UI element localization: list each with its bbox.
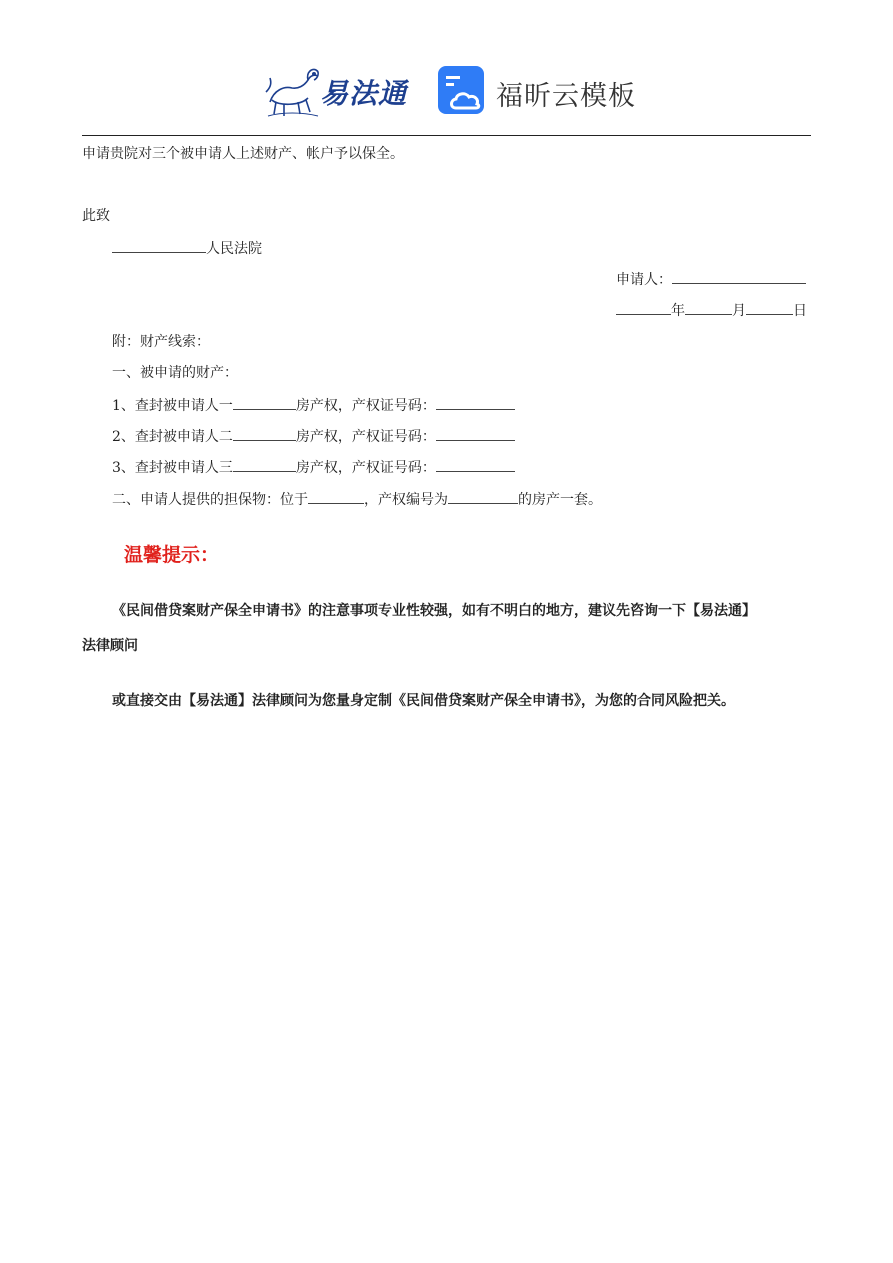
item-mid: 房产权，产权证号码： [295,398,436,414]
court-suffix: 人民法院 [206,241,262,257]
item-blank [233,457,296,472]
location-blank [308,489,364,504]
applicant-blank [672,269,806,284]
list-item [112,457,515,478]
intro-text: 申请贵院对三个被申请人上述财产、帐户予以保全。 [82,146,404,162]
brand-foxit: 福昕云模板 [496,81,636,112]
qilin-icon [262,62,322,120]
item-blank [233,426,296,441]
tips-paragraph-1-line-2: 法律顾问 [82,638,138,654]
item-prefix: 2、查封被申请人二 [112,429,233,445]
date-month: 月 [732,303,746,319]
tips-paragraph-1-line-1: 《民间借贷案财产保全申请书》的注意事项专业性较强，如有不明白的地方，建议先咨询一下【易法通】 [112,603,756,619]
item-certificate-blank [436,426,515,441]
item-certificate-blank [436,395,515,410]
tips-paragraph-2: 或直接交由【易法通】法律顾问为您量身定制《民间借贷案财产保全申请书》，为您的合同风险把关。 [112,693,735,709]
item-blank [233,395,296,410]
page-header [0,60,893,122]
item-mid: 房产权，产权证号码： [295,460,436,476]
applicant-label: 申请人： [616,272,672,288]
date-year: 年 [671,303,685,319]
item-prefix: 3、查封被申请人三 [112,460,233,476]
section2-mid: ，产权编号为 [364,492,448,508]
brand-yifatong: 易法通 [320,77,408,110]
attachment-label: 附：财产线索： [112,334,210,350]
section2-prefix: 二、申请人提供的担保物：位于 [112,492,308,508]
yifatong-logo [262,62,412,120]
date-line [616,300,807,321]
list-item [112,426,515,447]
cloud-doc-icon [436,64,488,116]
section2-suffix: 的房产一套。 [518,492,602,508]
section2-line [112,489,602,510]
foxit-template-logo [436,64,646,120]
month-blank [685,300,732,315]
date-day: 日 [793,303,807,319]
court-blank [112,238,206,253]
salutation: 此致 [82,208,110,224]
item-prefix: 1、查封被申请人一 [112,398,233,414]
day-blank [746,300,793,315]
year-blank [616,300,671,315]
section1-heading: 一、被申请的财产： [112,365,238,381]
property-number-blank [448,489,518,504]
court-line [112,238,262,259]
applicant-line [616,269,806,290]
tips-title: 温馨提示： [124,544,220,566]
item-mid: 房产权，产权证号码： [295,429,436,445]
list-item [112,395,515,416]
header-divider [82,135,811,136]
item-certificate-blank [436,457,515,472]
